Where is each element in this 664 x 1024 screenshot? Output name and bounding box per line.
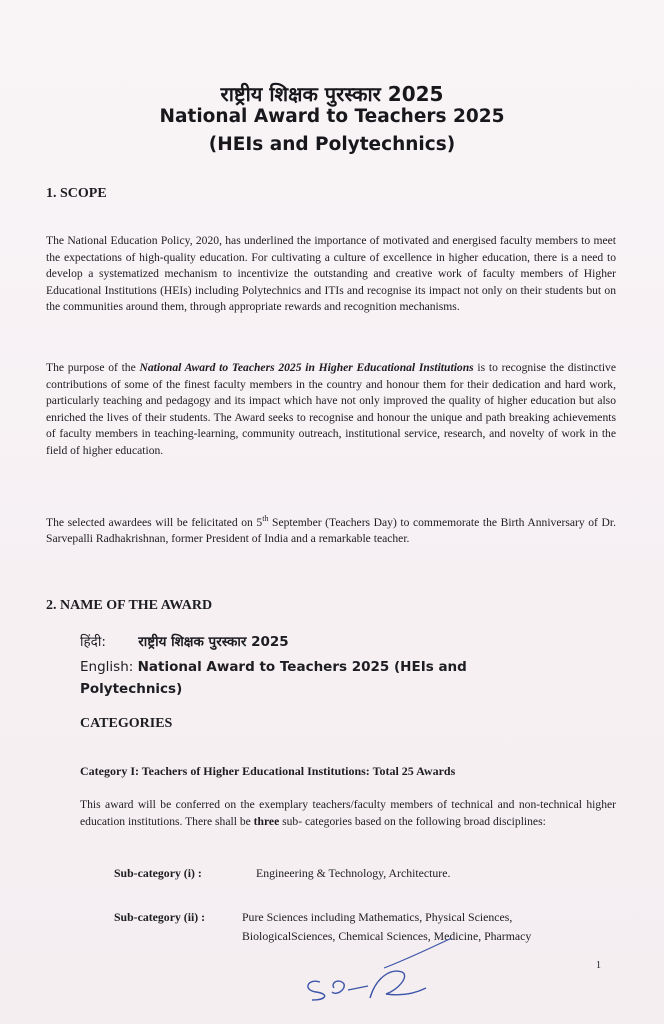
subcategory-2-label: Sub-category (ii) : [114, 910, 206, 924]
scope-paragraph-3: The selected awardees will be felicitated on 5th September (Teachers Day) to commemorate the Birth Anniversary of Dr. Sarvepalli Radhakrishnan, former President of India and a remarkable teacher. [46, 514, 616, 546]
award-name-emphasis: National Award to Teachers 2025 in Higher Educational Institutions [139, 361, 474, 374]
scope-paragraph-2: The purpose of the National Award to Teachers 2025 in Higher Educational Institutions is to recognise the distinctive contributions of some of the finest faculty members in the country and honour them for their dedication and hard work, particularly teaching and pedagogy and its impact which have not only improved the quality of higher education but also enriched the lives of their students. The Award seeks to recognise and honour the unique and path breaking achievements of faculty members in teaching-learning, community outreach, institutional service, research, and novelty of work in the field of higher education. [46, 361, 616, 457]
award-name-hindi-row: हिंदी: राष्ट्रीय शिक्षक पुरस्कार 2025 [80, 634, 289, 650]
award-name-english-row: English: National Award to Teachers 2025 (HEIs and [80, 659, 467, 675]
subcategory-2-text-line1: Pure Sciences including Mathematics, Physical Sciences, [242, 910, 513, 924]
award-name-english: National Award to Teachers 2025 (HEIs and [137, 659, 467, 675]
signature-icon [290, 938, 460, 1008]
page-number: 1 [596, 960, 601, 971]
category-1-description: This award will be conferred on the exemplary teachers/faculty members of technical and non-technical higher education institutions. There shall be three sub- categories based on the following broad disciplines: [80, 798, 616, 828]
subcategory-1-label: Sub-category (i) : [114, 866, 202, 880]
section-1-heading: 1. SCOPE [46, 186, 107, 201]
award-name-english-line2: Polytechnics) [80, 681, 183, 697]
categories-heading: CATEGORIES [80, 716, 173, 731]
subcategory-1-text: Engineering & Technology, Architecture. [256, 866, 451, 880]
subcategory-2-text-line2: BiologicalSciences, Chemical Sciences, Medicine, Pharmacy [242, 929, 532, 943]
title-subtitle: (HEIs and Polytechnics) [208, 134, 456, 155]
title-english: National Award to Teachers 2025 [159, 106, 505, 127]
title-hindi: राष्ट्रीय शिक्षक पुरस्कार 2025 [220, 82, 444, 106]
category-1-title: Category I: Teachers of Higher Educational Institutions: Total 25 Awards [80, 764, 456, 778]
section-2-heading: 2. NAME OF THE AWARD [46, 598, 213, 613]
award-name-hindi: राष्ट्रीय शिक्षक पुरस्कार 2025 [138, 634, 289, 650]
scope-paragraph-1: The National Education Policy, 2020, has underlined the importance of motivated and energised faculty members to meet the expectations of high-quality education. For cultivating a culture of excellence in higher education, there is a need to develop a systematized mechanism to incentivize the outstanding and creative work of faculty members of Higher Educational Institutions (HEIs) including Polytechnics and ITIs and recognise its impact not only on their students but on the communities around them, through appropriate rewards and recognition mechanisms. [46, 234, 616, 314]
